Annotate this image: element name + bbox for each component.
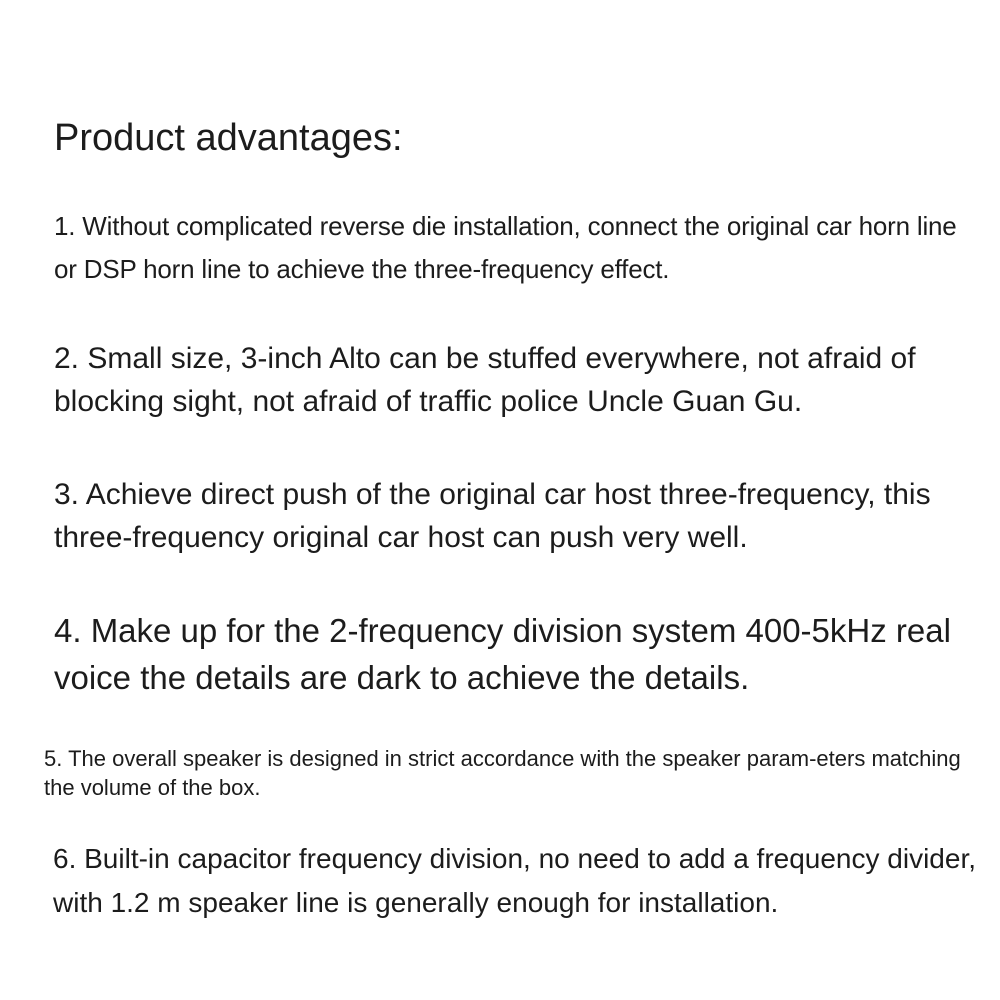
advantage-item-5: 5. The overall speaker is designed in strict accordance with the speaker param-eters matching the volume of the box. xyxy=(44,746,961,800)
advantage-item-2: 2. Small size, 3-inch Alto can be stuffed everywhere, not afraid of blocking sight, not afraid of traffic police Uncle Guan Gu. xyxy=(54,342,916,418)
advantage-item-6: 6. Built-in capacitor frequency division, no need to add a frequency divider, with 1.2 m speaker line is generally enough for installation. xyxy=(53,843,977,918)
advantage-item-1: 1. Without complicated reverse die installation, connect the original car horn line or DSP horn line to achieve the three-frequency effect. xyxy=(54,211,957,284)
advantage-item-4: 4. Make up for the 2-frequency division system 400-5kHz real voice the details are dark to achieve the details. xyxy=(54,612,951,696)
advantage-item-3: 3. Achieve direct push of the original car host three-frequency, this three-frequency original car host can push very well. xyxy=(54,478,931,554)
page-title: Product advantages: xyxy=(54,117,403,159)
